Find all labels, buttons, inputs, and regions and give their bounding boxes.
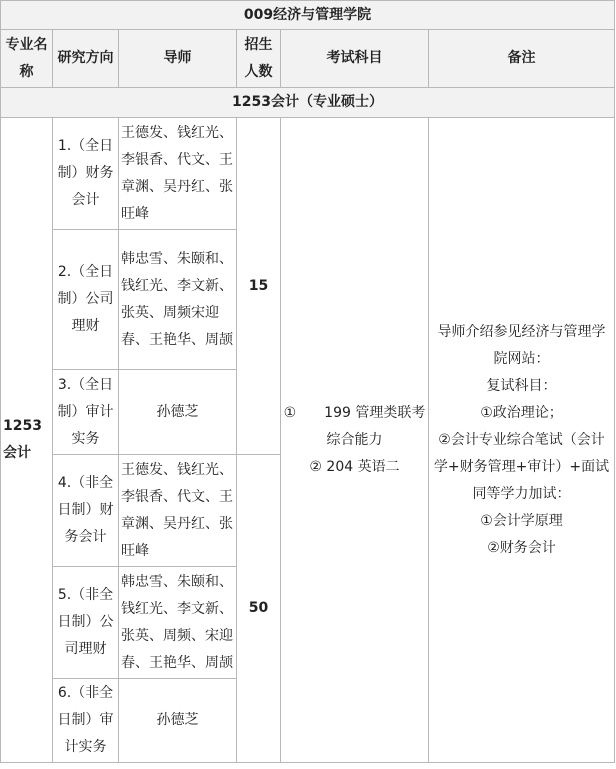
major-code: 1253 xyxy=(3,418,42,434)
tutors-4: 王德发、钱红光、李银香、代文、王章渊、吴丹红、张旺峰 xyxy=(119,455,237,567)
direction-3: 3.（全日制）审计实务 xyxy=(53,370,119,455)
program-title: 1253会计（专业硕士） xyxy=(1,88,615,118)
note-line-8: ①会计学原理 xyxy=(480,512,563,529)
notes xyxy=(429,118,615,763)
header-note: 备注 xyxy=(429,30,615,88)
quota-full-time: 15 xyxy=(237,118,281,455)
note-line-1: 导师介绍参见经济与管理学 xyxy=(437,323,606,340)
header-major: 专业名称 xyxy=(1,30,53,88)
exam-line-2: 综合能力 xyxy=(326,431,383,448)
note-line-2: 院网站： xyxy=(493,350,550,367)
major-cell xyxy=(1,118,53,763)
note-line-5: ②会计专业综合笔试（会计 xyxy=(438,431,605,448)
quota-part-time: 50 xyxy=(237,455,281,763)
header-direction: 研究方向 xyxy=(53,30,119,88)
header-quota: 招生人数 xyxy=(237,30,281,88)
program-title-row xyxy=(1,88,615,118)
header-row xyxy=(1,30,615,88)
tutors-5: 韩忠雪、朱颐和、钱红光、李文新、张英、周频、宋迎春、王艳华、周颉 xyxy=(119,567,237,679)
direction-2: 2.（全日制）公司理财 xyxy=(53,230,119,370)
direction-6: 6.（非全日制）审计实务 xyxy=(53,679,119,763)
note-line-6: 学+财务管理+审计）+面试 xyxy=(433,458,610,475)
note-line-9: ②财务会计 xyxy=(487,539,556,556)
direction-5: 5.（非全日制）公司理财 xyxy=(53,567,119,679)
header-tutor: 导师 xyxy=(119,30,237,88)
tutors-2: 韩忠雪、朱颐和、钱红光、李文新、张英、周频宋迎春、王艳华、周颉 xyxy=(119,230,237,370)
major-name: 会计 xyxy=(3,445,31,461)
direction-1: 1.（全日制）财务会计 xyxy=(53,118,119,230)
note-line-4: ①政治理论； xyxy=(480,404,563,421)
direction-4: 4.（非全日制）财务会计 xyxy=(53,455,119,567)
table-row xyxy=(1,118,615,230)
college-title-row xyxy=(1,1,615,30)
exam-line-1: ① 199 管理类联考 xyxy=(283,404,426,421)
tutors-1: 王德发、钱红光、李银香、代文、王章渊、吴丹红、张旺峰 xyxy=(119,118,237,230)
tutors-3: 孙德芝 xyxy=(119,370,237,455)
college-title: 009经济与管理学院 xyxy=(1,1,615,30)
note-line-7: 同等学力加试： xyxy=(472,485,571,502)
exam-line-3: ② 204 英语二 xyxy=(309,458,400,475)
note-line-3: 复试科目： xyxy=(486,377,557,394)
header-exam: 考试科目 xyxy=(281,30,429,88)
tutors-6: 孙德芝 xyxy=(119,679,237,763)
exam-subjects xyxy=(281,118,429,763)
